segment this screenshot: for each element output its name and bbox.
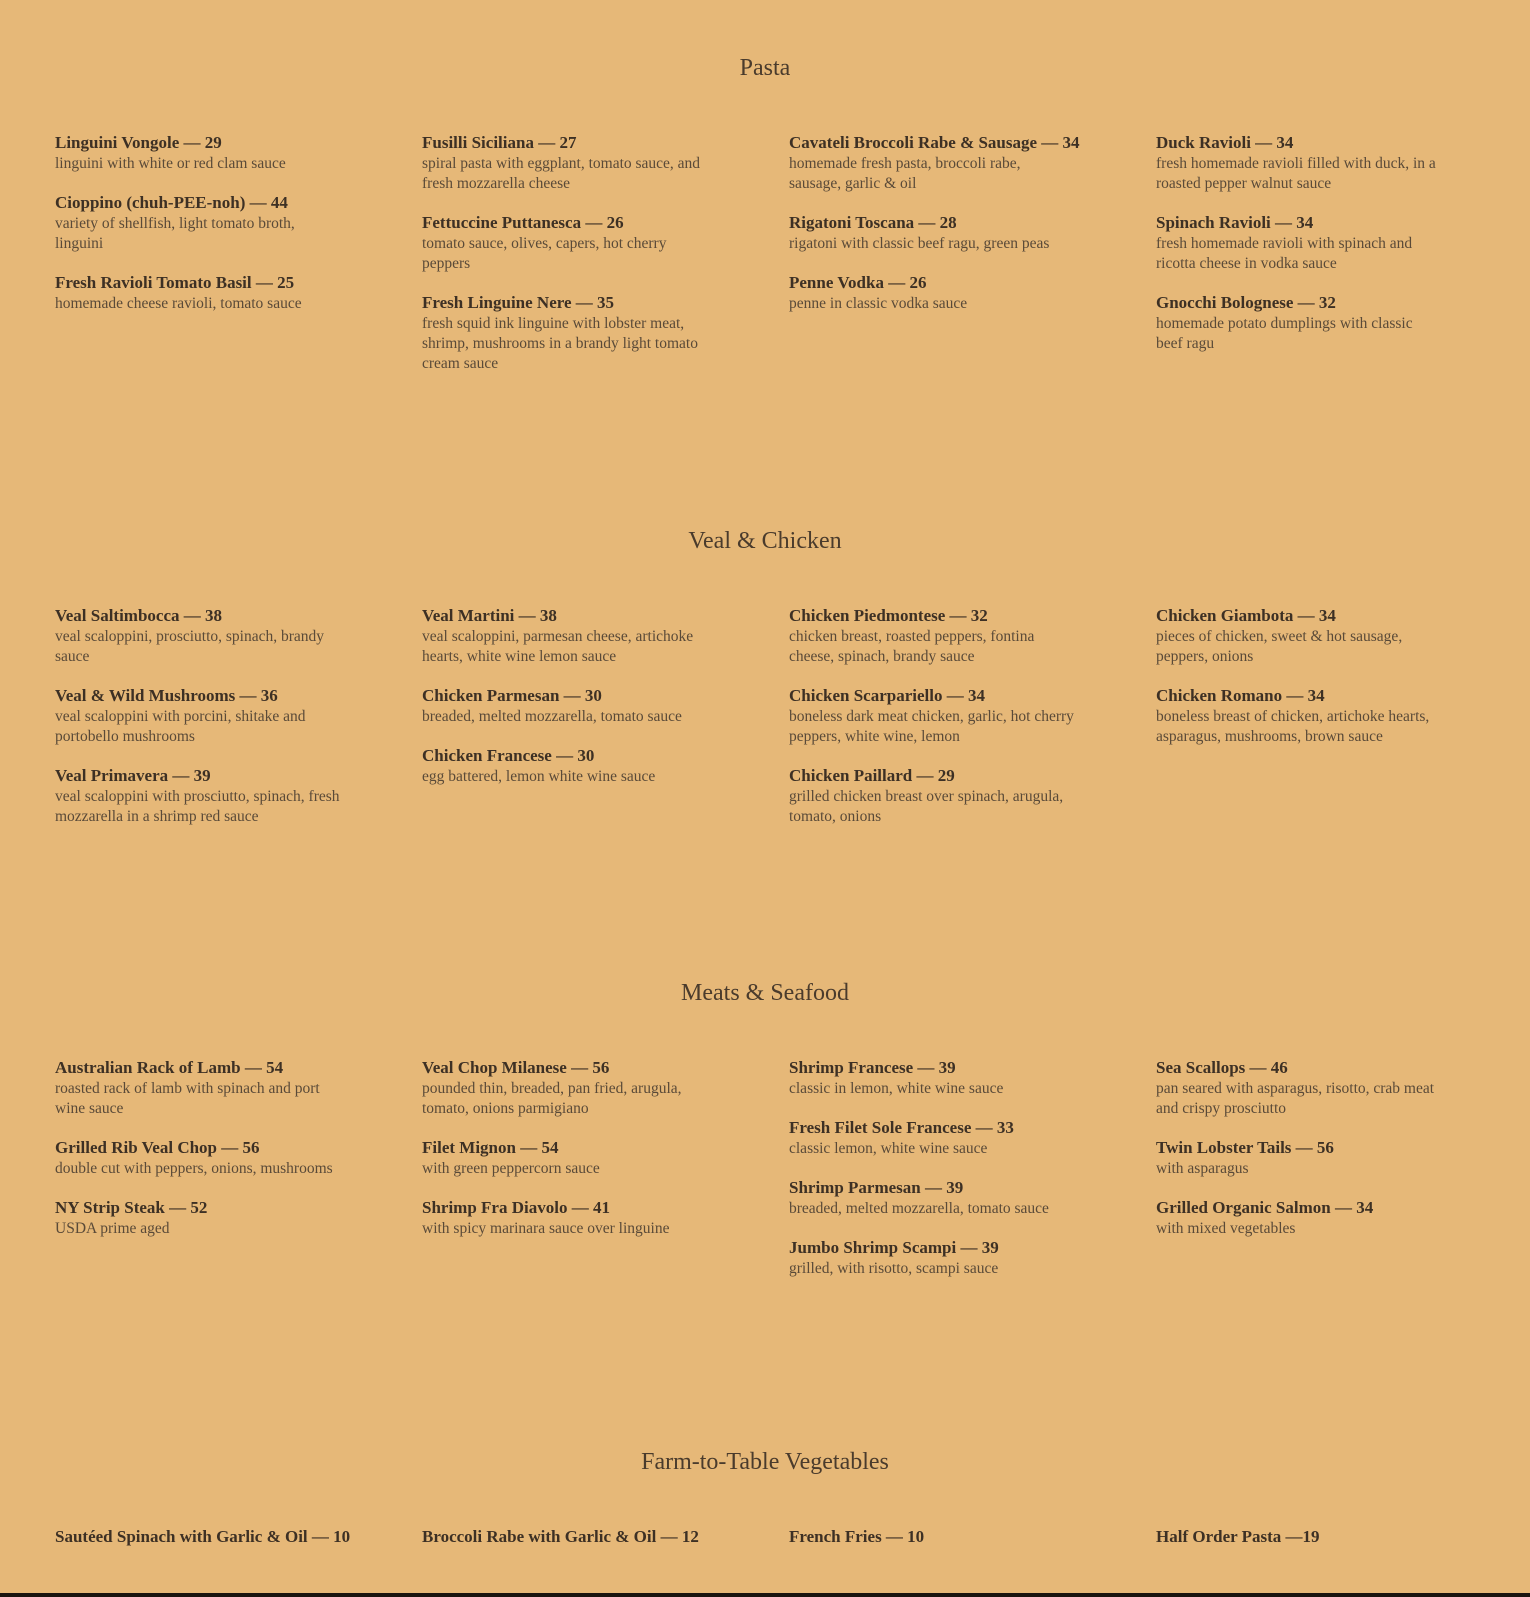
menu-item-description: fresh squid ink linguine with lobster meat, shrimp, mushrooms in a brandy light tomato cream sauce [422, 315, 698, 372]
menu-column [55, 1526, 385, 1566]
section-title: Pasta [739, 55, 791, 81]
menu-item-name: Shrimp Parmesan — 39 [789, 1178, 964, 1197]
menu-column [55, 132, 385, 332]
menu-column [422, 1057, 752, 1257]
menu-item-name: Australian Rack of Lamb — 54 [55, 1058, 284, 1077]
menu-item-name: Rigatoni Toscana — 28 [789, 213, 957, 232]
menu-item [1156, 212, 1486, 274]
menu-item [789, 132, 1119, 194]
menu-item-name: Grilled Rib Veal Chop — 56 [55, 1138, 260, 1157]
menu-item-name: Veal Martini — 38 [422, 606, 557, 625]
menu-item-description: veal scaloppini, parmesan cheese, artichoke hearts, white wine lemon sauce [422, 628, 694, 665]
menu-item-description: USDA prime aged [55, 1220, 170, 1237]
menu-item [55, 685, 385, 747]
menu-item-description: fresh homemade ravioli filled with duck, in a roasted pepper walnut sauce [1156, 155, 1436, 192]
menu-item-name: Chicken Parmesan — 30 [422, 686, 602, 705]
menu-item [55, 1057, 385, 1119]
section-title: Meats & Seafood [681, 980, 849, 1006]
menu-item [789, 1117, 1119, 1159]
menu-item-name: Chicken Paillard — 29 [789, 766, 955, 785]
menu-item-description: with asparagus [1156, 1160, 1249, 1177]
menu-column [1156, 605, 1486, 765]
menu-item-description: with green peppercorn sauce [422, 1160, 600, 1177]
menu-item-name: Sautéed Spinach with Garlic & Oil — 10 [55, 1527, 351, 1546]
menu-item [1156, 292, 1486, 354]
menu-item [1156, 1057, 1486, 1119]
menu-item-description: fresh homemade ravioli with spinach and ricotta cheese in vodka sauce [1156, 235, 1413, 272]
menu-item-name: Veal Primavera — 39 [55, 766, 211, 785]
bottom-rule [0, 1593, 1530, 1597]
menu-item-description: variety of shellfish, light tomato broth, linguini [55, 215, 295, 252]
menu-item-description: breaded, melted mozzarella, tomato sauce [789, 1200, 1049, 1217]
menu-item-name: Duck Ravioli — 34 [1156, 133, 1294, 152]
menu-item-description: with mixed vegetables [1156, 1220, 1296, 1237]
menu-item [1156, 1137, 1486, 1179]
section-title: Farm-to-Table Vegetables [641, 1449, 889, 1475]
menu-item-description: veal scaloppini with prosciutto, spinach, fresh mozzarella in a shrimp red sauce [55, 788, 340, 825]
menu-item-name: French Fries — 10 [789, 1527, 925, 1546]
menu-item-description: grilled, with risotto, scampi sauce [789, 1260, 999, 1277]
menu-column [55, 605, 385, 845]
menu-item [789, 605, 1119, 667]
menu-item-name: Fresh Ravioli Tomato Basil — 25 [55, 273, 295, 292]
menu-item-description: tomato sauce, olives, capers, hot cherry peppers [422, 235, 667, 272]
menu-item-name: Shrimp Francese — 39 [789, 1058, 956, 1077]
menu-item [789, 765, 1119, 827]
menu-item-description: egg battered, lemon white wine sauce [422, 768, 656, 785]
menu-item [789, 272, 1119, 314]
menu-item-name: Veal Saltimbocca — 38 [55, 606, 223, 625]
menu-item [422, 292, 752, 374]
menu-item [789, 1177, 1119, 1219]
menu-item-name: Cioppino (chuh-PEE-noh) — 44 [55, 193, 288, 212]
menu-item-description: rigatoni with classic beef ragu, green peas [789, 235, 1050, 252]
menu-item [1156, 1197, 1486, 1239]
menu-item [55, 765, 385, 827]
menu-item-name: Chicken Romano — 34 [1156, 686, 1325, 705]
menu-column [55, 1057, 385, 1257]
section-title: Veal & Chicken [688, 528, 842, 554]
menu-item [422, 212, 752, 274]
menu-item [789, 1057, 1119, 1099]
menu-item-description: classic lemon, white wine sauce [789, 1140, 988, 1157]
menu-item-description: homemade fresh pasta, broccoli rabe, sausage, garlic & oil [789, 155, 1021, 192]
menu-item [789, 1237, 1119, 1279]
menu-item-name: Sea Scallops — 46 [1156, 1058, 1288, 1077]
menu-item-name: Spinach Ravioli — 34 [1156, 213, 1314, 232]
menu-item [789, 212, 1119, 254]
menu-item [422, 1197, 752, 1239]
menu-item [55, 272, 385, 314]
menu-item [1156, 132, 1486, 194]
menu-item [55, 1526, 385, 1548]
menu-item-description: boneless breast of chicken, artichoke hearts, asparagus, mushrooms, brown sauce [1156, 708, 1430, 745]
menu-item-description: classic in lemon, white wine sauce [789, 1080, 1004, 1097]
menu-item-description: boneless dark meat chicken, garlic, hot cherry peppers, white wine, lemon [789, 708, 1074, 745]
menu-column [1156, 1057, 1486, 1257]
menu-item [422, 1137, 752, 1179]
menu-item-description: pounded thin, breaded, pan fried, arugula, tomato, onions parmigiano [422, 1080, 682, 1117]
menu-column [1156, 1526, 1486, 1566]
menu-column [789, 1057, 1119, 1297]
menu-item-description: homemade cheese ravioli, tomato sauce [55, 295, 302, 312]
menu-item-name: Veal Chop Milanese — 56 [422, 1058, 610, 1077]
menu-item [422, 685, 752, 727]
menu-item-description: spiral pasta with eggplant, tomato sauce, and fresh mozzarella cheese [422, 155, 701, 192]
menu-item-description: pan seared with asparagus, risotto, crab meat and crispy prosciutto [1156, 1080, 1435, 1117]
menu-item-description: homemade potato dumplings with classic beef ragu [1156, 315, 1413, 352]
menu-item-name: Broccoli Rabe with Garlic & Oil — 12 [422, 1527, 699, 1546]
menu-item-name: Chicken Piedmontese — 32 [789, 606, 988, 625]
menu-item-name: Twin Lobster Tails — 56 [1156, 1138, 1334, 1157]
menu-item-name: Fresh Filet Sole Francese — 33 [789, 1118, 1014, 1137]
menu-column [1156, 132, 1486, 372]
menu-item-name: Gnocchi Bolognese — 32 [1156, 293, 1336, 312]
menu-item [55, 605, 385, 667]
menu-item-name: Linguini Vongole — 29 [55, 133, 222, 152]
menu-item-name: Chicken Giambota — 34 [1156, 606, 1336, 625]
menu-item-name: Shrimp Fra Diavolo — 41 [422, 1198, 610, 1217]
menu-item-name: Cavateli Broccoli Rabe & Sausage — 34 [789, 133, 1080, 152]
menu-item-description: veal scaloppini, prosciutto, spinach, brandy sauce [55, 628, 325, 665]
menu-column [789, 605, 1119, 845]
menu-item [55, 192, 385, 254]
menu-item [55, 1137, 385, 1179]
menu-item-description: chicken breast, roasted peppers, fontina cheese, spinach, brandy sauce [789, 628, 1035, 665]
menu-item-name: Veal & Wild Mushrooms — 36 [55, 686, 278, 705]
menu-item-name: Chicken Francese — 30 [422, 746, 595, 765]
menu-item-description: grilled chicken breast over spinach, arugula, tomato, onions [789, 788, 1064, 825]
menu-item-description: pieces of chicken, sweet & hot sausage, peppers, onions [1156, 628, 1403, 665]
menu-item-name: Chicken Scarpariello — 34 [789, 686, 985, 705]
menu-item [422, 1526, 752, 1548]
menu-item [422, 1057, 752, 1119]
menu-item [422, 745, 752, 787]
menu-column [789, 132, 1119, 332]
menu-item-name: Jumbo Shrimp Scampi — 39 [789, 1238, 999, 1257]
menu-item-description: linguini with white or red clam sauce [55, 155, 286, 172]
menu-item-description: with spicy marinara sauce over linguine [422, 1220, 670, 1237]
menu-item-description: double cut with peppers, onions, mushrooms [55, 1160, 333, 1177]
menu-column [422, 605, 752, 805]
menu-item-description: veal scaloppini with porcini, shitake and portobello mushrooms [55, 708, 306, 745]
menu-item [1156, 685, 1486, 747]
menu-item-name: Half Order Pasta —19 [1156, 1527, 1320, 1546]
menu-column [422, 132, 752, 392]
menu-item-name: Fresh Linguine Nere — 35 [422, 293, 615, 312]
menu-item-name: Fettuccine Puttanesca — 26 [422, 213, 624, 232]
menu-item [55, 132, 385, 174]
menu-item-description: roasted rack of lamb with spinach and port wine sauce [55, 1080, 320, 1117]
menu-item [55, 1197, 385, 1239]
menu-item [1156, 605, 1486, 667]
menu-item-description: breaded, melted mozzarella, tomato sauce [422, 708, 682, 725]
menu-item-name: Penne Vodka — 26 [789, 273, 927, 292]
menu-item-name: Filet Mignon — 54 [422, 1138, 559, 1157]
menu-item [789, 685, 1119, 747]
menu-item [789, 1526, 1119, 1548]
menu-item-name: Fusilli Siciliana — 27 [422, 133, 577, 152]
menu-item-name: NY Strip Steak — 52 [55, 1198, 208, 1217]
menu-column [422, 1526, 752, 1566]
menu-item [1156, 1526, 1486, 1548]
menu-column [789, 1526, 1119, 1566]
menu-item-description: penne in classic vodka sauce [789, 295, 968, 312]
menu-item-name: Grilled Organic Salmon — 34 [1156, 1198, 1374, 1217]
menu-item [422, 605, 752, 667]
menu-item [422, 132, 752, 194]
